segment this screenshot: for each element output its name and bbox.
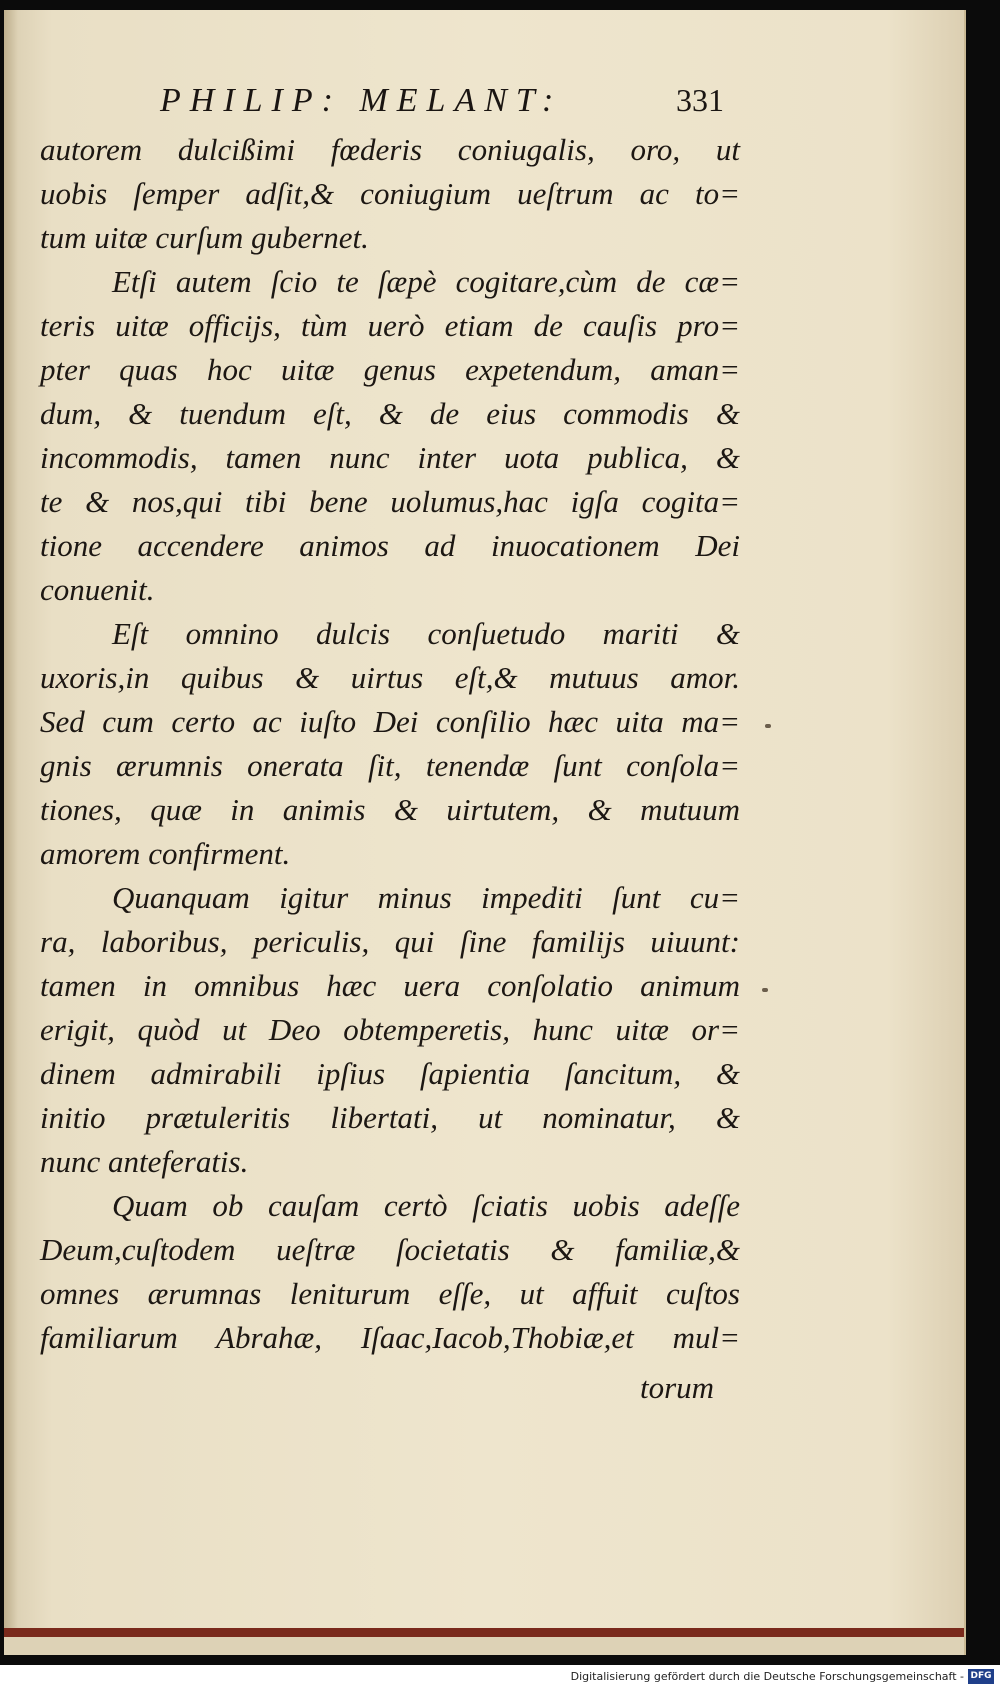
text-line-23: initio prætuleritis libertati, ut nominatur, &: [40, 1100, 740, 1135]
page-number: 331: [676, 82, 724, 118]
text-line-4: Etſi autem ſcio te ſæpè cogitare,cùm de cæ=: [112, 264, 740, 299]
text-line-18: Quanquam igitur minus impediti ſunt cu=: [112, 880, 740, 915]
text-line-17: amorem confirment.: [40, 836, 291, 871]
text-line-9: te & nos,qui tibi bene uolumus,hac igſa cogita=: [40, 484, 740, 519]
catchword: torum: [640, 1370, 715, 1405]
page-spine-shadow: [4, 10, 18, 1630]
text-line-26: Deum,cuſtodem ueſtræ ſocietatis & familiæ,&: [40, 1232, 740, 1267]
text-line-19: ra, laboribus, periculis, qui ſine familijs uiuunt:: [40, 924, 740, 959]
text-line-8: incommodis, tamen nunc inter uota publica, &: [40, 440, 740, 475]
text-line-3: tum uitæ curſum gubernet.: [40, 220, 369, 255]
text-line-1: autorem dulcißimi fœderis coniugalis, oro, ut: [40, 132, 740, 167]
dfg-logo: DFG: [968, 1669, 994, 1684]
digitization-credit: Digitalisierung gefördert durch die Deutsche Forschungsgemeinschaft -: [570, 1670, 964, 1683]
text-line-10: tione accendere animos ad inuocationem Dei: [40, 528, 740, 563]
text-line-20: tamen in omnibus hæc uera conſolatio animum: [40, 968, 740, 1003]
text-line-5: teris uitæ officijs, tùm uerò etiam de cauſis pro=: [40, 308, 740, 343]
text-line-12: Eſt omnino dulcis conſuetudo mariti &: [112, 616, 740, 651]
text-line-16: tiones, quæ in animis & uirtutem, & mutuum: [40, 792, 740, 827]
text-line-7: dum, & tuendum eſt, & de eius commodis &: [40, 396, 740, 431]
text-line-2: uobis ſemper adſit,& coniugium ueſtrum ac to=: [40, 176, 740, 211]
text-line-24: nunc anteferatis.: [40, 1144, 249, 1179]
running-head: PHILIP: MELANT:: [160, 82, 563, 119]
text-block: [40, 128, 740, 1360]
ink-speck: [765, 724, 771, 728]
text-line-15: gnis ærumnis onerata ſit, tenendæ ſunt conſola=: [40, 748, 740, 783]
ink-speck: [762, 988, 768, 992]
text-line-25: Quam ob cauſam certò ſciatis uobis adeſſe: [112, 1188, 740, 1223]
text-line-27: omnes ærumnas leniturum eſſe, ut affuit cuſtos: [40, 1276, 740, 1311]
page-bottom-margin: [4, 1637, 964, 1655]
text-line-6: pter quas hoc uitæ genus expetendum, aman=: [40, 352, 740, 387]
page-red-edge: [4, 1628, 964, 1637]
text-line-14: Sed cum certo ac iuſto Dei conſilio hæc uita ma=: [40, 704, 740, 739]
text-line-28: familiarum Abrahæ, Iſaac,Iacob,Thobiæ,et mul=: [40, 1320, 740, 1355]
text-line-11: conuenit.: [40, 572, 155, 607]
text-line-13: uxoris,in quibus & uirtus eſt,& mutuus amor.: [40, 660, 740, 695]
text-line-22: dinem admirabili ipſius ſapientia ſancitum, &: [40, 1056, 740, 1091]
text-line-21: erigit, quòd ut Deo obtemperetis, hunc uitæ or=: [40, 1012, 740, 1047]
